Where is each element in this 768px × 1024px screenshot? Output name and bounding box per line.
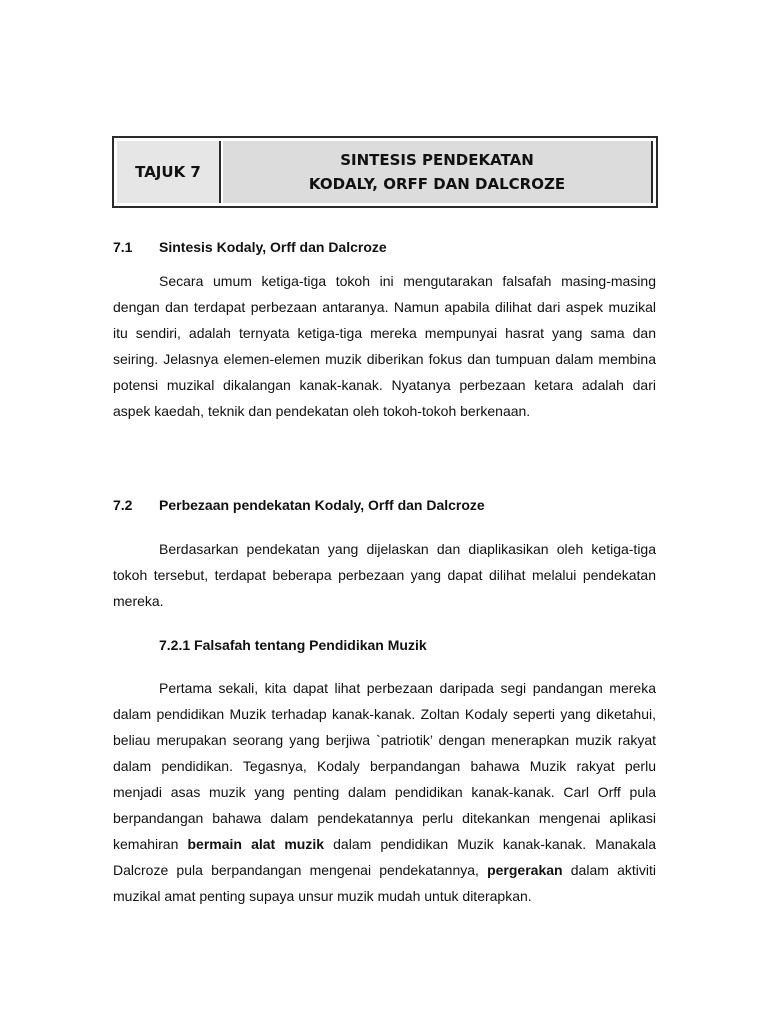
paragraph-text: dalam aktiviti muzikal amat penting supaya unsur muzik mudah untuk diterapkan. [113, 862, 656, 904]
section-7-2-1-paragraph [113, 675, 656, 909]
subsection-heading-7-2-1: 7.2.1 Falsafah tentang Pendidikan Muzik [159, 637, 427, 653]
section-heading-7-1 [113, 239, 387, 255]
section-heading-7-2 [113, 497, 485, 513]
chapter-title-cell [223, 141, 653, 203]
chapter-label-cell [117, 141, 221, 203]
chapter-title-line-1: SINTESIS PENDEKATAN [340, 151, 534, 169]
chapter-title-line-2: KODALY, ORFF DAN DALCROZE [308, 175, 566, 193]
section-number: 7.1 [113, 239, 133, 255]
section-title: Sintesis Kodaly, Orff dan Dalcroze [159, 239, 387, 255]
section-number: 7.2 [113, 497, 133, 513]
section-title: Perbezaan pendekatan Kodaly, Orff dan Dalcroze [159, 497, 485, 513]
paragraph-text: Pertama sekali, kita dapat lihat perbezaan daripada segi pandangan mereka dalam pendidikan Muzik terhadap kanak-kanak. Zoltan Kodaly seperti yang diketahui, beliau merupakan seorang yang berjiwa `patriotik’ dengan menerapkan muzik rakyat dalam pendidikan. Tegasnya, Kodaly berpandangan bahawa Muzik rakyat perlu menjadi asas muzik yang penting dalam pendidikan kanak-kanak. Carl Orff pula berpandangan bahawa dalam pendekatannya perlu ditekankan mengenai aplikasi kemahiran [113, 680, 656, 852]
section-7-2-paragraph: Berdasarkan pendekatan yang dijelaskan dan diaplikasikan oleh ketiga-tiga tokoh tersebut, terdapat beberapa perbezaan yang dapat dilihat melalui pendekatan mereka. [113, 541, 656, 609]
chapter-label: TAJUK 7 [135, 163, 201, 181]
bold-phrase: bermain alat muzik [187, 836, 325, 852]
section-7-1-paragraph: Secara umum ketiga-tiga tokoh ini mengutarakan falsafah masing-masing dengan dan terdapat perbezaan antaranya. Namun apabila dilihat dari aspek muzikal itu sendiri, adalah ternyata ketiga-tiga mereka mempunyai hasrat yang sama dan seiring. Jelasnya elemen-elemen muzik diberikan fokus dan tumpuan dalam membina potensi muzikal dikalangan kanak-kanak. Nyatanya perbezaan ketara adalah dari aspek kaedah, teknik dan pendekatan oleh tokoh-tokoh berkenaan. [113, 273, 656, 419]
bold-phrase: pergerakan [487, 862, 563, 878]
paragraph-text: dalam pendidikan Muzik kanak-kanak. Manakala Dalcroze pula berpandangan mengenai pendekatannya, [113, 836, 657, 878]
chapter-title-box [112, 136, 658, 208]
